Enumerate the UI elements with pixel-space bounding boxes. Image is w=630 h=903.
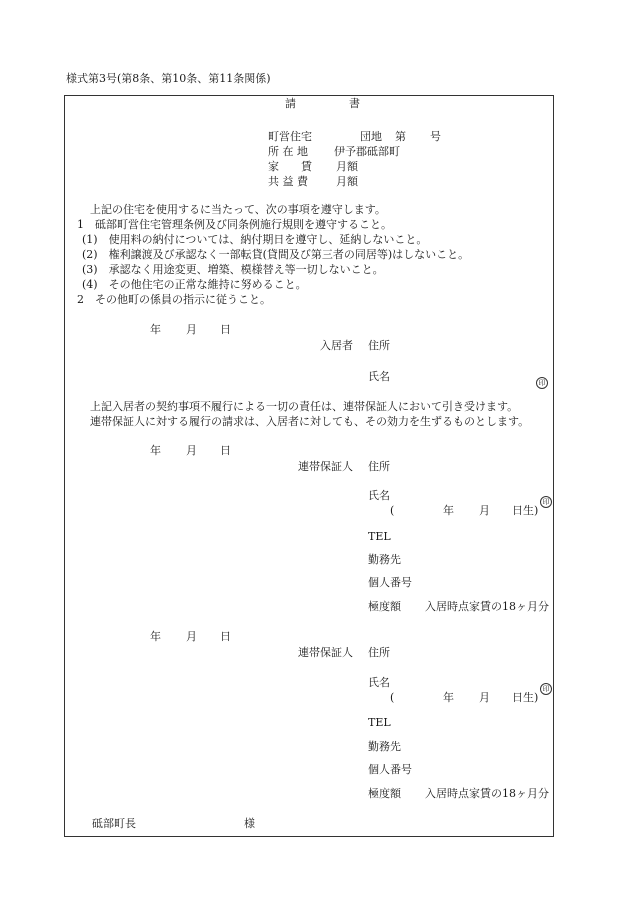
date-month: 月 [186,630,197,643]
guarantor-1-work-label: 勤務先 [368,553,401,566]
addressee: 砥部町長 [92,817,136,830]
guarantor-2-role: 連帯保証人 [298,646,353,659]
item-1: 1 砥部町営住宅管理条例及び同条例施行規則を遵守すること。 [77,218,392,231]
property-no-suffix: 号 [430,130,441,143]
property-type: 町営住宅 [268,130,312,143]
birth-year: 年 [443,691,454,704]
item-1-3: (3) 承認なく用途変更、増築、模様替え等一切しないこと。 [82,263,384,276]
rent-value: 月額 [336,160,358,173]
seal-icon: 印 [540,676,552,695]
tenant-name-label: 氏名 [368,370,390,383]
birth-year: 年 [443,504,454,517]
birth-open: ( [390,504,395,517]
seal-icon: 印 [540,489,552,508]
item-1-4: (4) その他住宅の正常な維持に努めること。 [82,278,307,291]
date-month: 月 [186,444,197,457]
date-day: 日 [220,630,231,643]
guarantee-line-2: 連帯保証人に対する履行の請求は、入居者に対しても、その効力を生ずるものとします。 [90,415,530,428]
date-year: 年 [150,323,161,336]
date-year: 年 [150,630,161,643]
guarantor-1-name-label: 氏名 [368,489,390,502]
common-fee-label: 共 益 費 [268,175,308,188]
addressee-honorific: 様 [244,817,255,830]
title-char-2: 書 [349,97,360,110]
property-estate: 団地 [360,130,382,143]
guarantee-line-1: 上記入居者の契約事項不履行による一切の責任は、連帯保証人において引き受けます。 [90,400,519,413]
birth-month: 月 [479,504,490,517]
guarantor-1-address-label: 住所 [368,460,390,473]
guarantor-2-limit-label: 極度額 [368,787,401,800]
birth-month: 月 [479,691,490,704]
seal-icon: 印 [536,370,548,389]
rent-label: 家 賃 [268,160,312,173]
guarantor-1-mynumber-label: 個人番号 [368,576,412,589]
form-number: 様式第3号(第8条、第10条、第11条関係) [66,72,271,85]
guarantor-2-work-label: 勤務先 [368,740,401,753]
item-1-2: (2) 権利譲渡及び承認なく一部転貸(貸間及び第三者の同居等)はしないこと。 [82,248,470,261]
intro-text: 上記の住宅を使用するに当たって、次の事項を遵守します。 [90,203,386,216]
birth-day: 日生) [512,691,539,704]
date-year: 年 [150,444,161,457]
birth-day: 日生) [512,504,539,517]
item-1-1: (1) 使用料の納付については、納付期日を遵守し、延納しないこと。 [82,233,428,246]
date-day: 日 [220,444,231,457]
guarantor-2-limit-value: 入居時点家賃の18ヶ月分 [425,787,549,800]
guarantor-1-limit-value: 入居時点家賃の18ヶ月分 [425,600,549,613]
tenant-address-label: 住所 [368,339,390,352]
guarantor-1-tel-label: TEL [368,530,391,543]
date-day: 日 [220,323,231,336]
location-label: 所 在 地 [268,145,308,158]
title-char-1: 請 [285,97,296,110]
location-value: 伊予郡砥部町 [334,145,400,158]
property-no-prefix: 第 [395,130,406,143]
date-month: 月 [186,323,197,336]
guarantor-2-address-label: 住所 [368,646,390,659]
guarantor-1-limit-label: 極度額 [368,600,401,613]
guarantor-2-name-label: 氏名 [368,676,390,689]
tenant-role: 入居者 [320,339,353,352]
guarantor-1-role: 連帯保証人 [298,460,353,473]
item-2: 2 その他町の係員の指示に従うこと。 [77,293,271,306]
common-fee-value: 月額 [336,175,358,188]
guarantor-2-mynumber-label: 個人番号 [368,763,412,776]
guarantor-2-tel-label: TEL [368,716,391,729]
birth-open: ( [390,691,395,704]
